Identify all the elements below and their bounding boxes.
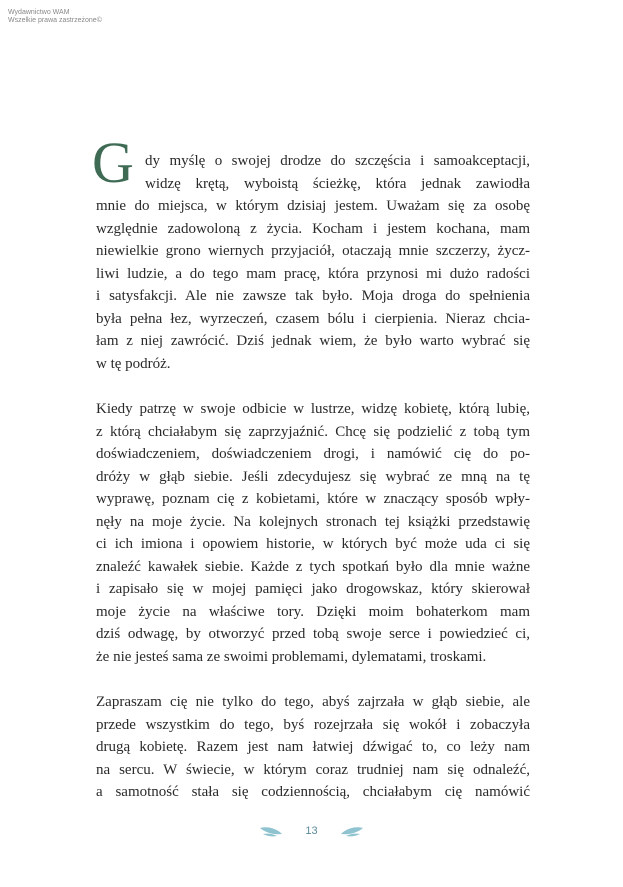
text-line: i zapisało się w mojej pamięci jako drogowskaz, który skierował bbox=[96, 581, 530, 597]
text-line: dróży w głąb siebie. Jeśli zdecydujesz się wybrać ze mną na tę bbox=[96, 468, 530, 485]
text-line: na sercu. W świecie, w którym coraz trudniej nam się odnaleźć, bbox=[96, 761, 530, 778]
text-line: liwi ludzie, a do tego mam pracę, która przynosi mi dużo radości bbox=[96, 265, 530, 282]
text-line: widzę krętą, wyboistą ścieżkę, która jednak zawiodła bbox=[145, 175, 530, 192]
text-line: była pełna łez, wyrzeczeń, czasem bólu i cierpienia. Nieraz chcia- bbox=[96, 310, 530, 327]
text-line: doświadczeniem, doświadczeniem drogi, i namówić cię do po- bbox=[96, 446, 530, 462]
text-line: a samotność stała się codziennością, chciałabym cię namówić bbox=[96, 784, 530, 800]
body-text bbox=[92, 130, 530, 827]
text-line: moje życie na właściwe tory. Dzięki moim bohaterkom mam bbox=[96, 603, 530, 620]
leaf-icon bbox=[340, 825, 364, 837]
text-line: względnie zadowoloną z życia. Kocham i jestem kochana, mam bbox=[96, 220, 530, 237]
text-line: znaleźć kawałek siebie. Każde z tych spotkań było dla mnie ważne bbox=[96, 558, 530, 575]
text-line: z którą chciałabym się zaprzyjaźnić. Chcę się podzielić z tobą tym bbox=[96, 423, 530, 440]
text-line: nęły na moje życie. Na kolejnych stronach tej książki przedstawię bbox=[96, 513, 530, 530]
paragraph-1 bbox=[96, 150, 530, 375]
page-footer bbox=[0, 825, 623, 837]
text-line: drugą kobietę. Razem jest nam łatwiej dźwigać to, co leży nam bbox=[96, 739, 530, 755]
text-line: w tę podróż. bbox=[96, 355, 171, 372]
text-line: dy myślę o swojej drodze do szczęścia i samoakceptacji, bbox=[145, 153, 530, 169]
page-header bbox=[8, 9, 102, 25]
text-line: przede wszystkim do tego, byś rozejrzała się wokół i zobaczyła bbox=[96, 716, 530, 733]
paragraph-2 bbox=[96, 398, 530, 668]
text-line: niewielkie grono wiernych przyjaciół, otaczają mnie szczerzy, życz- bbox=[96, 243, 530, 259]
text-line: łam z niej zawrócić. Dziś jednak wiem, że było warto wybrać się bbox=[96, 333, 530, 349]
text-line: wyprawę, poznam cię z kobietami, które w znaczący sposób wpły- bbox=[96, 491, 530, 507]
text-line: Kiedy patrzę w swoje odbicie w lustrze, widzę kobietę, którą lubię, bbox=[96, 401, 530, 417]
page-number: 13 bbox=[305, 825, 318, 837]
text-line: i satysfakcji. Ale nie zawsze tak było. Moja droga do spełnienia bbox=[96, 288, 530, 304]
paragraph-3 bbox=[96, 691, 530, 804]
text-line: dziś odwagę, by otworzyć przed tobą swoje serce i powiedzieć ci, bbox=[96, 626, 530, 642]
text-line: ci ich imiona i opowiem historie, w których być może uda ci się bbox=[96, 536, 530, 552]
text-line: że nie jesteś sama ze swoimi problemami, dylematami, troskami. bbox=[96, 648, 487, 665]
drop-cap: G bbox=[92, 130, 134, 195]
copyright-notice: Wszelkie prawa zastrzeżone© bbox=[8, 17, 102, 24]
text-line: Zapraszam cię nie tylko do tego, abyś zajrzała w głąb siebie, ale bbox=[96, 694, 530, 710]
text-line: mnie do miejsca, w którym dzisiaj jestem. Uważam się za osobę bbox=[96, 198, 530, 214]
leaf-icon bbox=[259, 825, 283, 837]
publisher-name: Wydawnictwo WAM bbox=[8, 9, 70, 16]
